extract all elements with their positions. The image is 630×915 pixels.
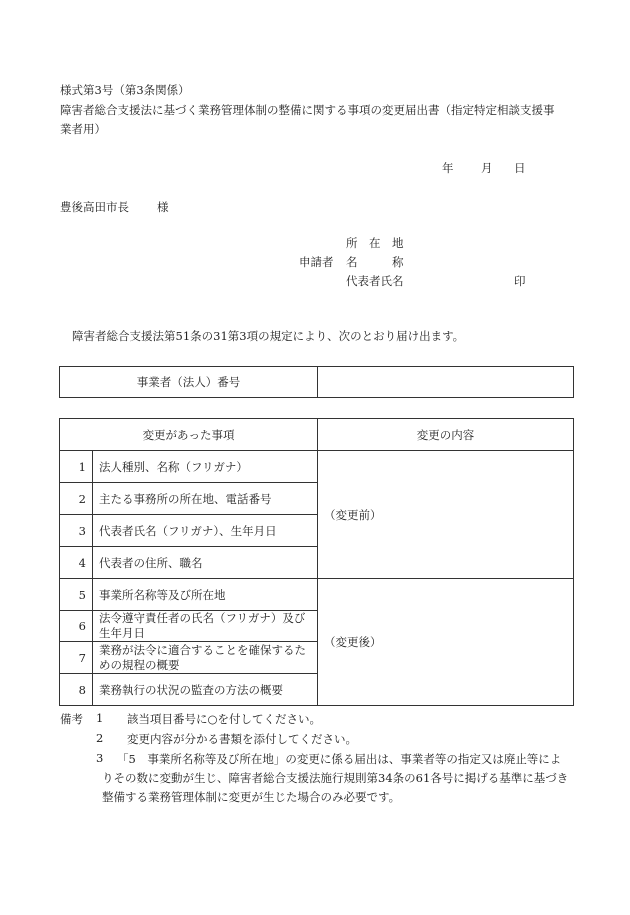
row-item: 業務執行の状況の監査の方法の概要 <box>93 674 318 706</box>
row-number[interactable]: 8 <box>60 674 93 706</box>
before-change-label: （変更前） <box>324 507 382 522</box>
note-text-line1: 「5 事業所名称等及び所在地」の変更に係る届出は、事業者等の指定又は廃止等によ <box>117 752 562 766</box>
changes-table-header <box>60 419 574 451</box>
row-number[interactable]: 5 <box>60 579 93 611</box>
note-text: 変更内容が分かる書類を添付してください。 <box>127 732 357 746</box>
row-item: 事業所名称等及び所在地 <box>93 579 318 611</box>
note-text-line2: りその数に変動が生じ、障害者総合支援法施行規則第34条の61各号に掲げる基準に基づき <box>102 771 569 785</box>
business-number-table <box>59 366 574 398</box>
document-title-line1: 障害者総合支援法に基づく業務管理体制の整備に関する事項の変更届出書（指定特定相談支援事 <box>60 103 555 117</box>
row-item: 主たる事務所の所在地、電話番号 <box>93 483 318 515</box>
row-number[interactable]: 4 <box>60 547 93 579</box>
addressee-name: 豊後高田市長 <box>60 200 129 214</box>
before-change-cell[interactable] <box>318 451 574 579</box>
table-row <box>60 579 574 611</box>
applicant-name-label: 名 称 <box>346 255 404 269</box>
header-changed-item: 変更があった事項 <box>60 419 318 451</box>
note-number: 1 <box>96 711 104 725</box>
row-item: 代表者の住所、職名 <box>93 547 318 579</box>
row-number[interactable]: 1 <box>60 451 93 483</box>
date-day: 日 <box>514 161 526 175</box>
row-item: 法人種別、名称（フリガナ） <box>93 451 318 483</box>
row-number[interactable]: 7 <box>60 642 93 674</box>
after-change-label: （変更後） <box>324 635 382 649</box>
applicant-label: 申請者 <box>299 255 334 269</box>
applicant-representative-label: 代表者氏名 <box>346 274 404 288</box>
changes-table <box>59 418 574 706</box>
header-change-content: 変更の内容 <box>318 419 574 451</box>
row-item: 業務が法令に適合することを確保するための規程の概要 <box>93 642 318 674</box>
row-item: 法令遵守責任者の氏名（フリガナ）及び生年月日 <box>93 611 318 642</box>
applicant-address-label: 所 在 地 <box>346 236 404 250</box>
date-year: 年 <box>442 161 454 175</box>
date-month: 月 <box>481 161 493 175</box>
form-number: 様式第3号（第3条関係） <box>60 83 190 97</box>
table-row <box>60 451 574 483</box>
note-number: 2 <box>96 731 104 745</box>
business-number-label: 事業者（法人）番号 <box>60 367 318 398</box>
note-text-line3: 整備する業務管理体制に変更が生じた場合のみ必要です。 <box>102 790 401 804</box>
row-number[interactable]: 6 <box>60 611 93 642</box>
note-number: 3 <box>96 751 104 765</box>
row-number[interactable]: 3 <box>60 515 93 547</box>
row-item: 代表者氏名（フリガナ）、生年月日 <box>93 515 318 547</box>
note-text: 該当項目番号に○を付してください。 <box>127 712 322 726</box>
notes-label: 備考 <box>60 712 83 726</box>
addressee-suffix: 様 <box>157 200 169 214</box>
body-text: 障害者総合支援法第51条の31第3項の規定により、次のとおり届け出ます。 <box>72 329 465 343</box>
after-change-cell[interactable] <box>318 579 574 706</box>
seal-mark: 印 <box>514 274 526 288</box>
business-number-value[interactable] <box>318 367 574 398</box>
row-number[interactable]: 2 <box>60 483 93 515</box>
document-title-line2: 業者用） <box>60 122 106 136</box>
